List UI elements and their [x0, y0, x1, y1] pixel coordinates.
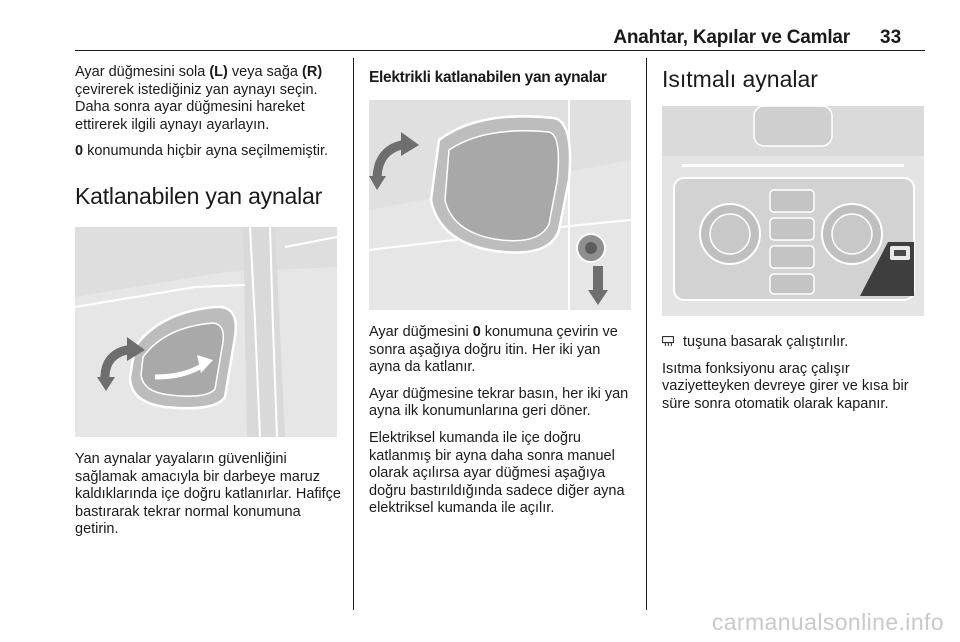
header-divider — [75, 50, 925, 51]
climate-control-panel-illustration — [662, 106, 924, 316]
folding-mirror-illustration — [75, 227, 337, 437]
column-2 — [369, 64, 635, 527]
paragraph: 0 konumunda hiçbir ayna seçilmemiştir. — [75, 143, 329, 160]
page-number: 33 — [880, 27, 902, 48]
column-divider-2 — [646, 58, 647, 610]
paragraph: tuşuna basarak çalıştırılır. — [662, 334, 924, 352]
watermark: carmanualsonline.info — [711, 609, 944, 635]
column-3 — [662, 64, 924, 422]
paragraph: Ayar düğmesine tekrar basın, her iki yan ayna ilk konumunlarına geri döner. — [369, 385, 629, 420]
section-title: Anahtar, Kapılar ve Camlar — [613, 27, 850, 48]
section-heading: Isıtmalı aynalar — [662, 66, 818, 92]
heated-mirror-icon — [662, 336, 674, 347]
paragraph: Elektriksel kumanda ile içe doğru katlanmış bir ayna daha sonra manuel olarak açılırsa ayar düğmesi aşağıya doğru bastırıldığında sadece diğer ayna elektriksel kumanda ile açılır. — [369, 429, 625, 517]
electric-folding-mirror-illustration — [369, 100, 631, 310]
paragraph: Yan aynalar yayaların güvenliğini sağlamak amacıyla bir darbeye maruz kaldıklarında içe doğru katlanırlar. Hafifçe bastırarak tekrar normal konumuna getirin. — [75, 450, 341, 538]
subsection-heading: Elektrikli katlanabilen yan aynalar — [369, 69, 607, 86]
paragraph: Ayar düğmesini sola (L) veya sağa (R) çevirerek istediğiniz yan aynayı seçin. Daha sonra ayar düğmesini hareket ettirerek ilgili aynayı ayarlayın. — [75, 64, 323, 133]
paragraph: Isıtma fonksiyonu araç çalışır vaziyetteyken devreye girer ve kısa bir süre sonra otomatik olarak kapanır. — [662, 360, 909, 412]
column-divider-1 — [353, 58, 354, 610]
paragraph: Ayar düğmesini 0 konumuna çevirin ve sonra aşağıya doğru itin. Her iki yan ayna da katlanır. — [369, 324, 618, 376]
column-1 — [75, 64, 341, 548]
section-heading: Katlanabilen yan aynalar — [75, 182, 323, 209]
